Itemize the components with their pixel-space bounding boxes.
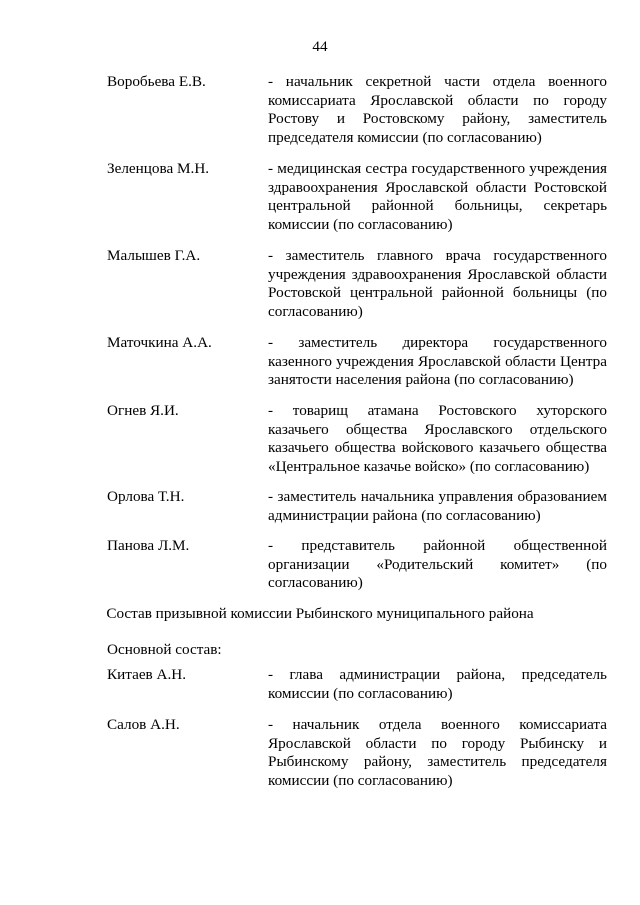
member-name: Салов А.Н. [107,716,180,733]
member-entry [107,666,607,703]
member-name: Огнев Я.И. [107,402,179,419]
member-description: - заместитель главного врача государственного учреждения здравоохранения Ярославской области Ростовской центральной районной больницы (по согласованию) [268,247,607,320]
member-entry [107,73,607,147]
member-name: Китаев А.Н. [107,666,187,683]
member-description: - глава администрации района, председатель комиссии (по согласованию) [268,666,607,702]
member-entry [107,334,607,390]
member-description: - медицинская сестра государственного учреждения здравоохранения Ярославской области Ростовской центральной районной больницы, секретарь комиссии (по согласованию) [268,160,607,233]
member-description: - заместитель директора государственного казенного учреждения Ярославской области Центра занятости населения района (по согласованию) [268,334,607,389]
member-description: - начальник секретной части отдела военного комиссариата Ярославской области по городу Ростову и Ростовскому району, заместитель председателя комиссии (по согласованию) [268,73,607,146]
member-name: Орлова Т.Н. [107,488,185,505]
member-entry [107,716,607,790]
section-title: Состав призывной комиссии Рыбинского муниципального района [106,605,534,622]
member-description: - заместитель начальника управления образованием администрации района (по согласованию) [268,488,607,524]
member-description: - представитель районной общественной организации «Родительский комитет» (по согласованию) [268,537,607,592]
member-name: Малышев Г.А. [107,247,201,264]
member-entry [107,160,607,234]
member-entry [107,247,607,321]
section-subtitle: Основной состав: [107,641,222,658]
member-entry [107,488,607,525]
member-entry [107,402,607,476]
member-entry [107,537,607,593]
member-name: Зеленцова М.Н. [107,160,210,177]
member-description: - товарищ атамана Ростовского хуторского казачьего общества Ярославского отдельского казачьего общества войскового казачьего общества «Центральное казачье войско» (по согласованию) [268,402,607,475]
member-name: Воробьева Е.В. [107,73,206,90]
member-name: Панова Л.М. [107,537,190,554]
member-name: Маточкина А.А. [107,334,212,351]
member-description: - начальник отдела военного комиссариата Ярославской области по городу Рыбинску и Рыбинскому району, заместитель председателя комиссии (по согласованию) [268,716,607,789]
page-number: 44 [312,38,328,55]
